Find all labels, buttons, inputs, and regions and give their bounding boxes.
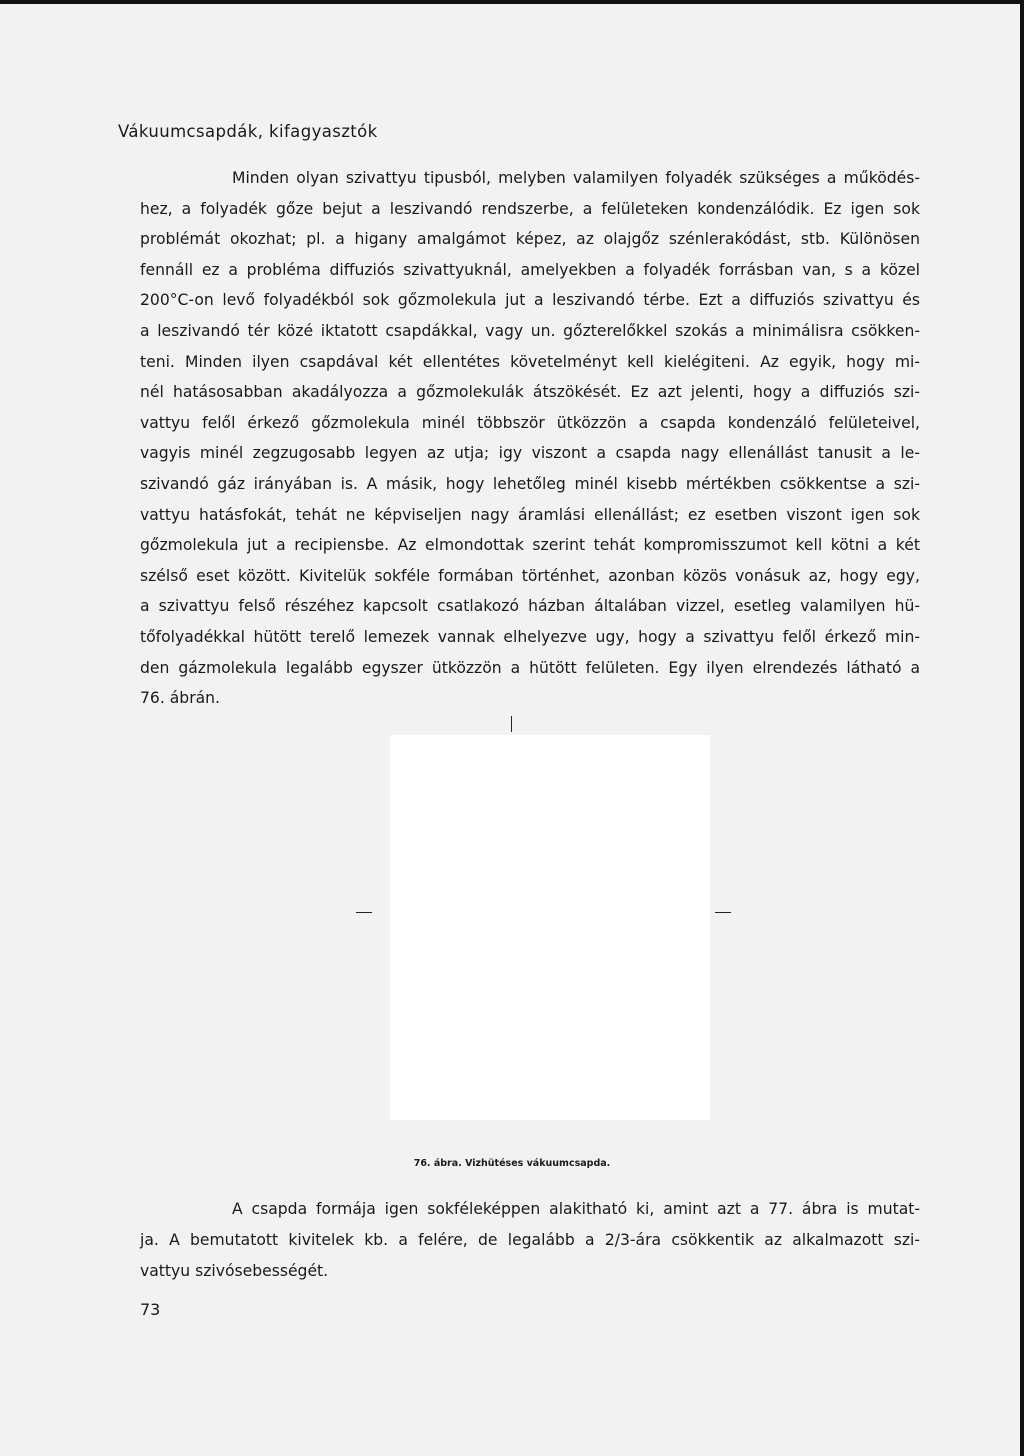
figure-crop-mark xyxy=(511,716,512,732)
body-line: den gázmolekula legalább egyszer ütközzön a hütött felületen. Egy ilyen elrendezés látható a xyxy=(140,658,920,677)
scan-edge-right xyxy=(1020,0,1024,1456)
body-line: gőzmolekula jut a recipiensbe. Az elmondottak szerint tehát kompromisszumot kell kötni a két xyxy=(140,536,920,555)
body-line: vattyu szivósebességét. xyxy=(140,1262,329,1280)
body-line: 200°C-on levő folyadékból sok gőzmolekula jut a leszivandó térbe. Ezt a diffuziós szivattyu és xyxy=(140,291,920,310)
figure-image-placeholder xyxy=(390,735,710,1120)
body-line: nél hatásosabban akadályozza a gőzmolekulák átszökését. Ez azt jelenti, hogy a diffuziós szi- xyxy=(140,383,920,402)
figure-crop-mark xyxy=(715,912,731,913)
body-line: vattyu felől érkező gőzmolekula minél többször ütközzön a csapda kondenzáló felületeivel, xyxy=(140,413,920,432)
body-line: problémát okozhat; pl. a higany amalgámot képez, az olajgőz szénlerakódást, stb. Különösen xyxy=(140,230,920,249)
body-line: A csapda formája igen sokféleképpen alakitható ki, amint azt a 77. ábra is mutat- xyxy=(232,1200,920,1218)
scan-edge-top xyxy=(0,0,1024,4)
figure-crop-mark xyxy=(356,912,372,913)
body-line: vagyis minél zegzugosabb legyen az utja; igy viszont a csapda nagy ellenállást tanusit a le- xyxy=(140,444,920,463)
body-line: a leszivandó tér közé iktatott csapdákkal, vagy un. gőzterelőkkel szokás a minimálisra csökken- xyxy=(140,321,920,340)
body-line: szélső eset között. Kivitelük sokféle formában történhet, azonban közös vonásuk az, hogy egy, xyxy=(140,566,920,585)
body-line: vattyu hatásfokát, tehát ne képviseljen nagy áramlási ellenállást; ez esetben viszont igen sok xyxy=(140,505,920,524)
body-line: hez, a folyadék gőze bejut a leszivandó rendszerbe, a felületeken kondenzálódik. Ez igen sok xyxy=(140,199,920,218)
body-line: fennáll ez a probléma diffuziós szivattyuknál, amelyekben a folyadék forrásban van, s a közel xyxy=(140,260,920,279)
body-line: Minden olyan szivattyu tipusból, melyben valamilyen folyadék szükséges a működés- xyxy=(232,169,920,187)
body-line: 76. ábrán. xyxy=(140,689,221,708)
body-line: teni. Minden ilyen csapdával két ellentétes követelményt kell kielégiteni. Az egyik, hogy mi- xyxy=(140,352,920,371)
body-line: tőfolyadékkal hütött terelő lemezek vannak elhelyezve ugy, hogy a szivattyu felől érkező min- xyxy=(140,627,920,646)
body-line: a szivattyu felső részéhez kapcsolt csatlakozó házban általában vizzel, esetleg valamilyen hü- xyxy=(140,597,920,616)
figure-caption: 76. ábra. Vizhütéses vákuumcsapda. xyxy=(413,1158,611,1169)
page-number: 73 xyxy=(140,1300,161,1319)
closing-paragraph xyxy=(140,1194,920,1287)
running-title: Vákuumcsapdák, kifagyasztók xyxy=(118,122,378,141)
body-paragraph xyxy=(140,163,920,714)
body-line: szivandó gáz irányában is. A másik, hogy lehetőleg minél kisebb mértékben csökkentse a szi- xyxy=(140,474,920,493)
body-line: ja. A bemutatott kivitelek kb. a felére, de legalább a 2/3-ára csökkentik az alkalmazott szi- xyxy=(140,1231,920,1249)
